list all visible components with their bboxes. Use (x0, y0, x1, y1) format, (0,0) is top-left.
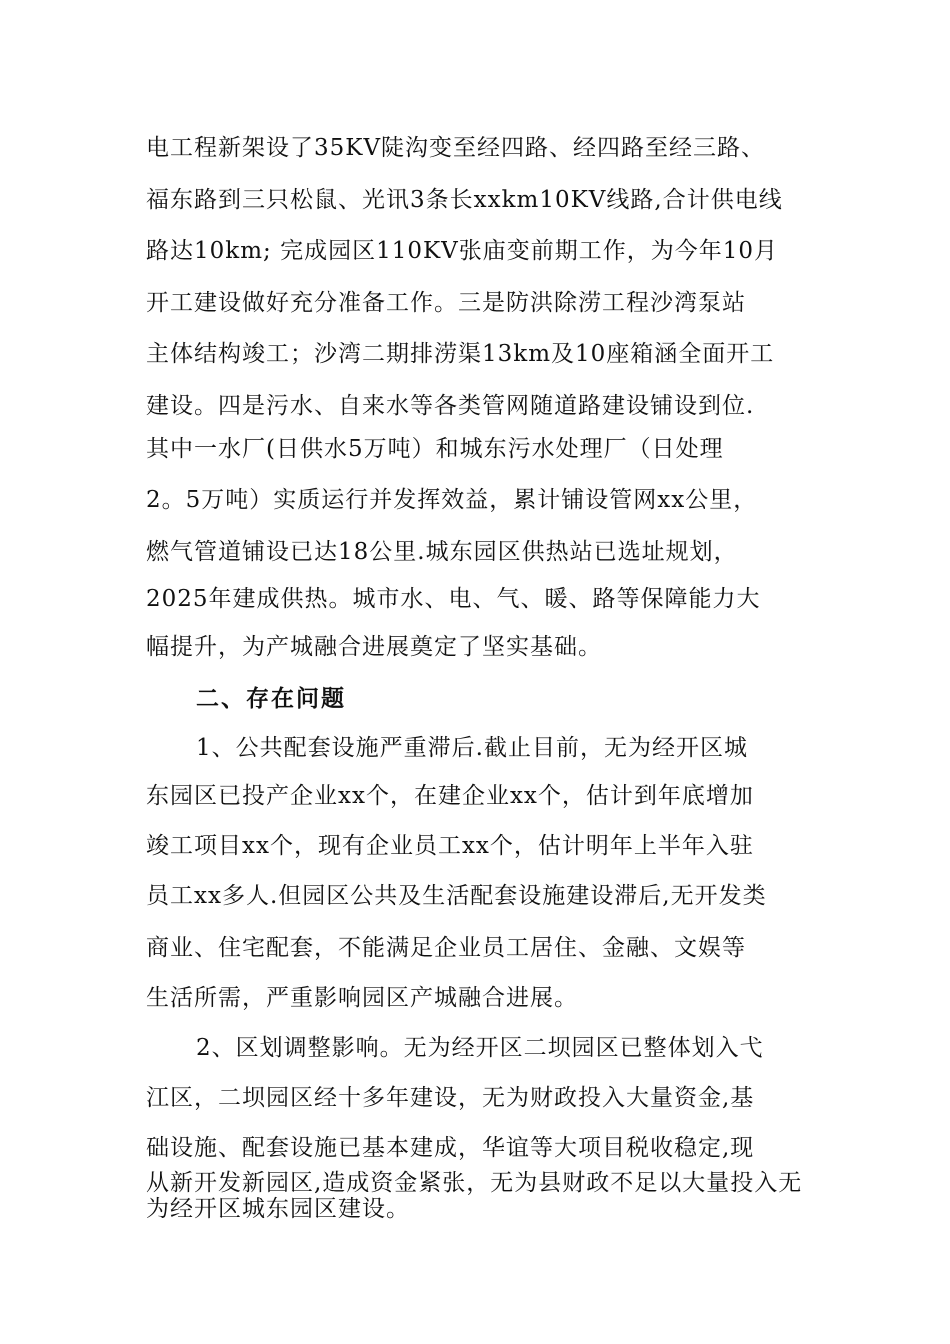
body-line: 生活所需，严重影响园区产城融合进展。 (146, 985, 578, 1011)
body-line: 其中一水厂(日供水5万吨）和城东污水处理厂（日处理 (146, 436, 724, 462)
body-line: 竣工项目xx个，现有企业员工xx个，估计明年上半年入驻 (146, 833, 754, 859)
body-line: 幅提升，为产城融合进展奠定了坚实基础。 (146, 634, 602, 660)
body-line: 燃气管道铺设已达18公里.城东园区供热站已选址规划， (146, 539, 738, 565)
section-heading: 二、存在问题 (196, 686, 346, 712)
body-line: 建设。四是污水、自来水等各类管网随道路建设铺设到位. (146, 393, 755, 419)
body-line: 础设施、配套设施已基本建成，华谊等大项目税收稳定,现 (146, 1135, 755, 1161)
body-line: 2、区划调整影响。无为经开区二坝园区已整体划入弋 (196, 1035, 764, 1061)
body-line: 路达10km; 完成园区110KV张庙变前期工作，为今年10月 (146, 238, 779, 264)
body-line: 开工建设做好充分准备工作。三是防洪除涝工程沙湾泵站 (146, 290, 746, 316)
body-line: 1、公共配套设施严重滞后.截止目前，无为经开区城 (196, 735, 748, 761)
body-line: 主体结构竣工；沙湾二期排涝渠13km及10座箱涵全面开工 (146, 341, 775, 367)
body-line: 东园区已投产企业xx个，在建企业xx个，估计到年底增加 (146, 783, 754, 809)
body-line: 员工xx多人.但园区公共及生活配套设施建设滞后,无开发类 (146, 883, 767, 909)
body-line: 从新开发新园区,造成资金紧张，无为县财政不足以大量投入无 (146, 1170, 803, 1196)
body-line: 商业、住宅配套，不能满足企业员工居住、金融、文娱等 (146, 935, 746, 961)
body-line: 福东路到三只松鼠、光讯3条长xxkm10KV线路,合计供电线 (146, 187, 783, 213)
body-line: 2025年建成供热。城市水、电、气、暖、路等保障能力大 (146, 586, 761, 612)
body-line: 江区，二坝园区经十多年建设，无为财政投入大量资金,基 (146, 1085, 755, 1111)
body-line: 电工程新架设了35KV陡沟变至经四路、经四路至经三路、 (146, 135, 766, 161)
body-line: 为经开区城东园区建设。 (146, 1196, 410, 1222)
body-line: 2。5万吨）实质运行并发挥效益，累计铺设管网xx公里， (146, 487, 758, 513)
